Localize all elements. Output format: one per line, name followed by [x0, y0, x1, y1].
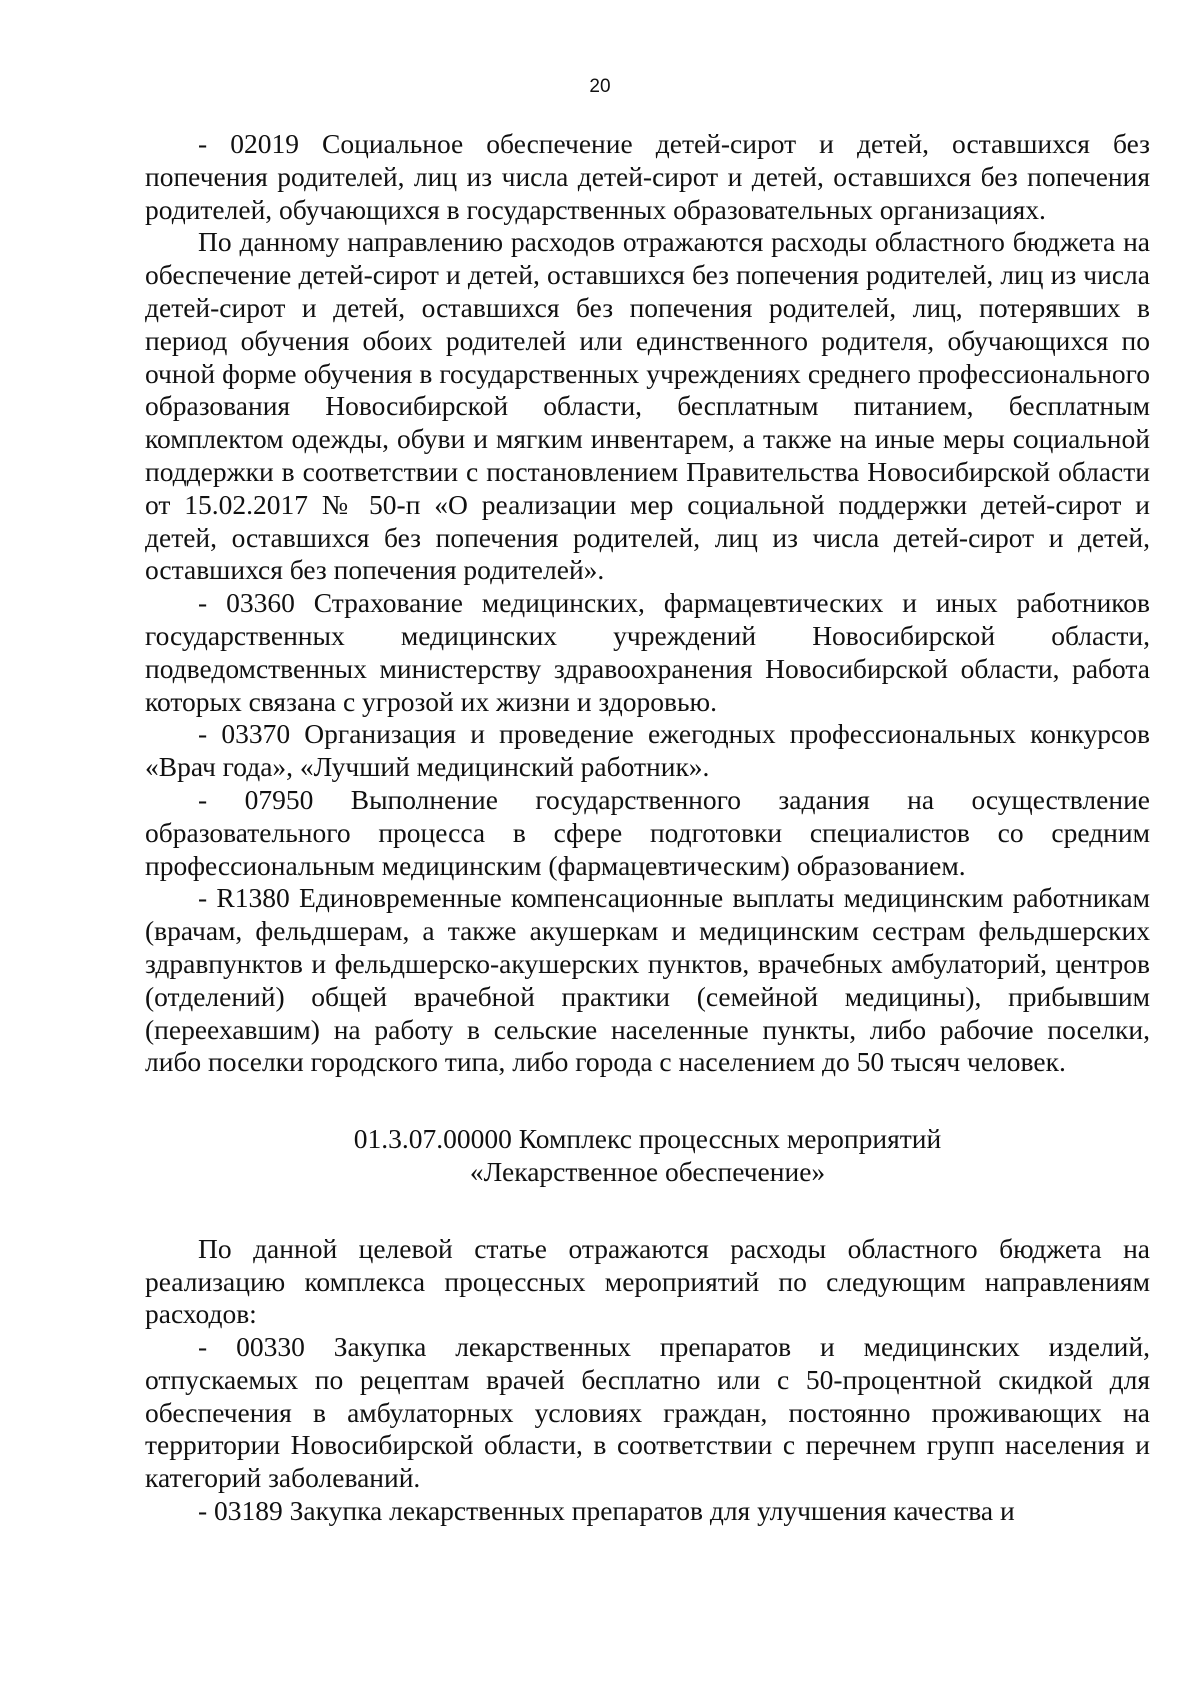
section-heading-line-1: 01.3.07.00000 Комплекс процессных мероприятий: [353, 1123, 942, 1155]
paragraph-00330: - 00330 Закупка лекарственных препаратов и медицинских изделий, отпускаемых по рецептам врачей бесплатно или с 50-процентной скидкой для обеспечения в амбулаторных условиях граждан, постоянно проживающих на территории Новосибирской области, в соответствии с перечнем групп населения и категорий заболеваний.: [145, 1331, 1150, 1494]
paragraph-03360: - 03360 Страхование медицинских, фармацевтических и иных работников государственных медицинских учреждений Новосибирской области, подведомственных министерству здравоохранения Новосибирской области, работа которых связана с угрозой их жизни и здоровью.: [145, 587, 1150, 717]
document-body: [145, 128, 1150, 1528]
paragraph-r1380: - R1380 Единовременные компенсационные выплаты медицинским работникам (врачам, фельдшерам, а также акушеркам и медицинским сестрам фельдшерских здравпунктов и фельдшерско-акушерских пунктов, врачебных амбулаторий, центров (отделений) общей врачебной практики (семейной медицины), прибывшим (переехавшим) на работу в сельские населенные пункты, либо рабочие поселки, либо поселки городского типа, либо города с населением до 50 тысяч человек.: [145, 882, 1150, 1078]
section-heading-line-2: «Лекарственное обеспечение»: [469, 1155, 826, 1187]
page-number: 20: [589, 76, 611, 97]
paragraph-02019: - 02019 Социальное обеспечение детей-сирот и детей, оставшихся без попечения родителей, лиц из числа детей-сирот и детей, оставшихся без попечения родителей, обучающихся в государственных образовательных организациях.: [145, 128, 1150, 225]
paragraph-03370: - 03370 Организация и проведение ежегодных профессиональных конкурсов «Врач года», «Лучший медицинский работник».: [145, 718, 1150, 783]
paragraph-section-intro: По данной целевой статье отражаются расходы областного бюджета на реализацию комплекса процессных мероприятий по следующим направлениям расходов:: [145, 1232, 1150, 1330]
paragraph-03189: - 03189 Закупка лекарственных препаратов для улучшения качества и: [198, 1495, 1015, 1527]
paragraph-02019-description: По данному направлению расходов отражаются расходы областного бюджета на обеспечение детей-сирот и детей, оставшихся без попечения родителей, лиц из числа детей-сирот и детей, оставшихся без попечения родителей, лиц, потерявших в период обучения обоих родителей или единственного родителя, обучающихся по очной форме обучения в государственных учреждениях среднего профессионального образования Новосибирской области, бесплатным питанием, бесплатным комплектом одежды, обуви и мягким инвентарем, а также на иные меры социальной поддержки в соответствии с постановлением Правительства Новосибирской области от 15.02.2017 № 50-п «О реализации мер социальной поддержки детей-сирот и детей, оставшихся без попечения родителей, лиц из числа детей-сирот и детей, оставшихся без попечения родителей».: [145, 226, 1150, 586]
section-heading: [145, 1123, 1150, 1189]
paragraph-07950: - 07950 Выполнение государственного задания на осуществление образовательного процесса в сфере подготовки специалистов со средним профессиональным медицинским (фармацевтическим) образованием.: [145, 783, 1150, 881]
